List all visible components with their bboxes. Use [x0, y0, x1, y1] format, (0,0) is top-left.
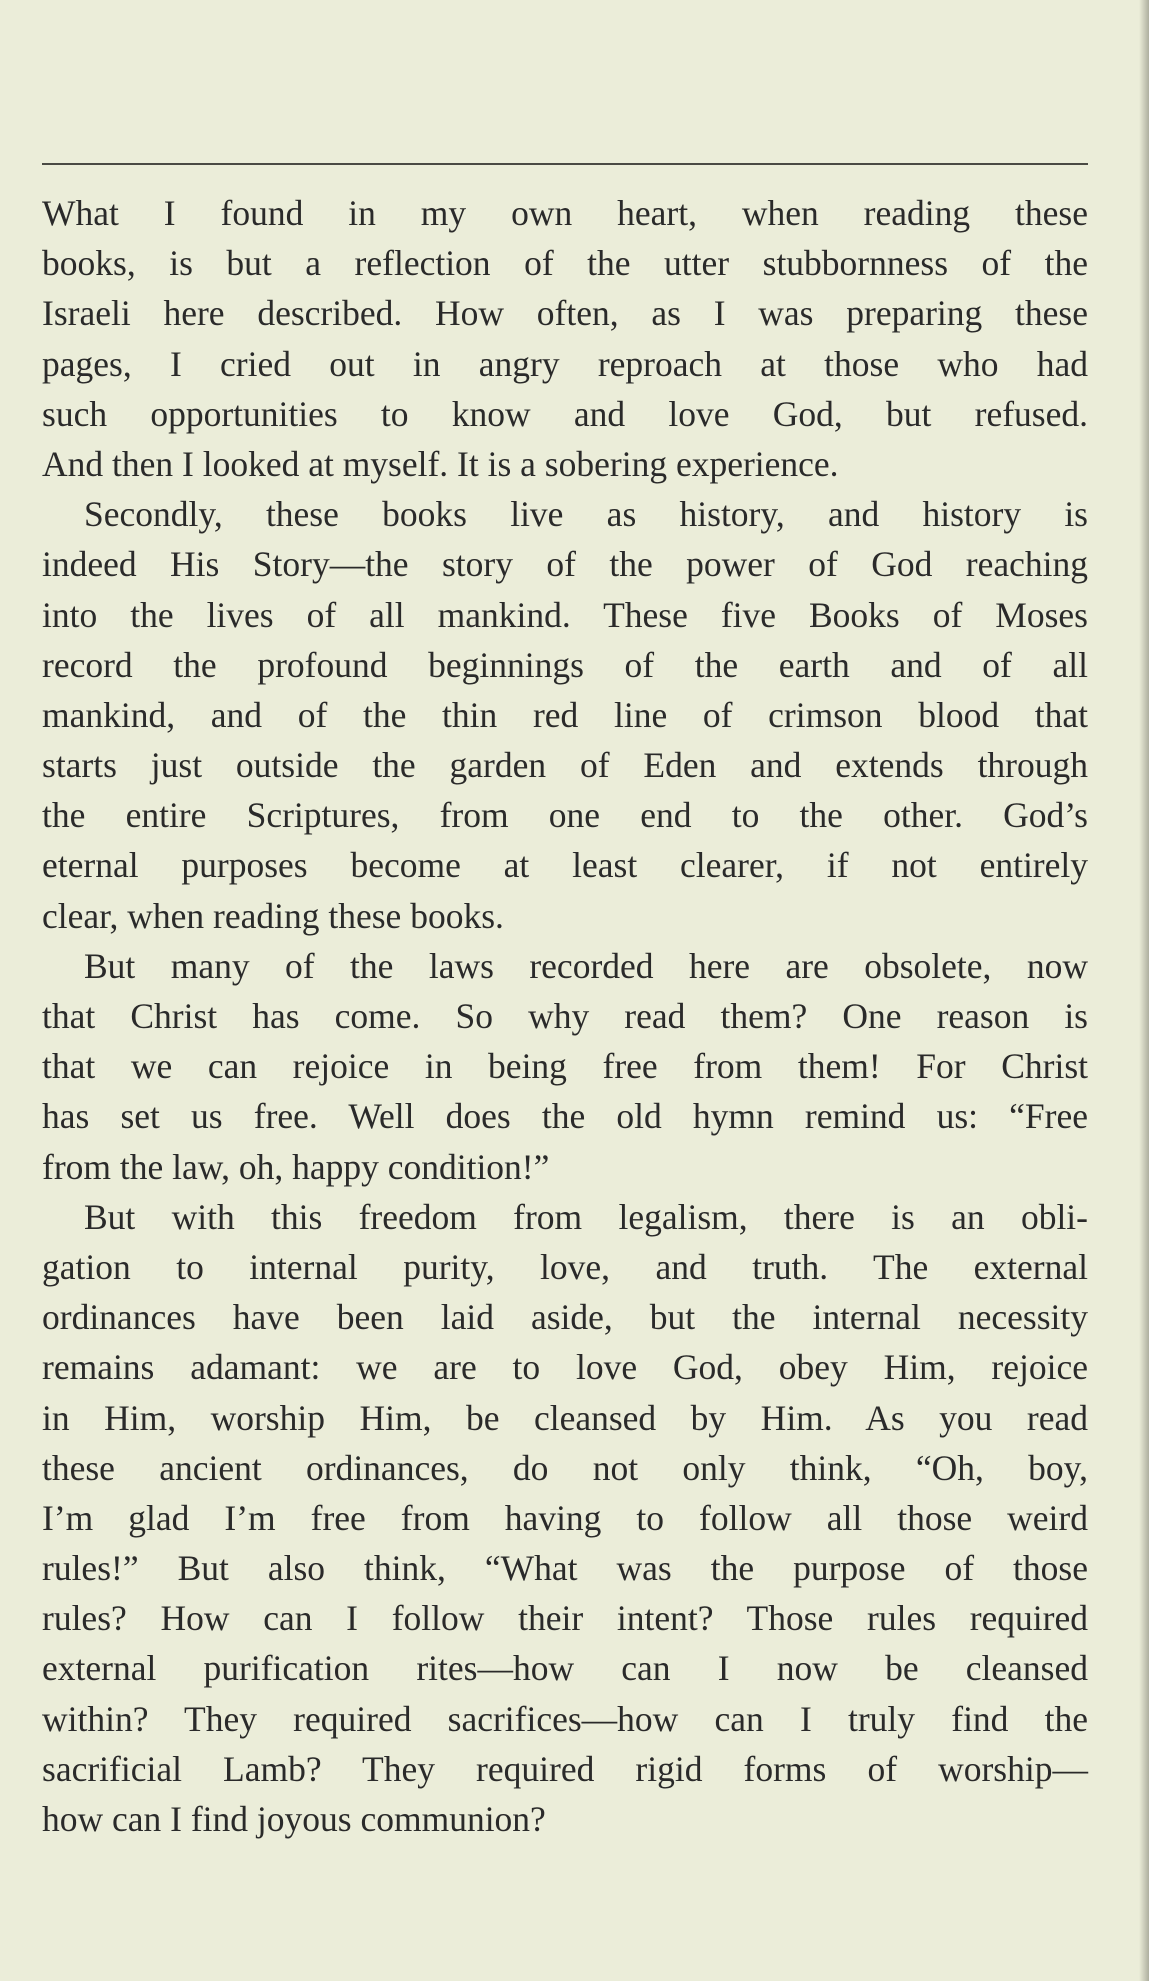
text-line: But with this freedom from legalism, there is an obli-	[84, 1196, 1088, 1237]
text-line: pages, I cried out in angry reproach at those who had	[42, 343, 1088, 384]
text-line: gation to internal purity, love, and truth. The external	[42, 1246, 1088, 1287]
text-line: What I found in my own heart, when reading these	[42, 193, 1088, 233]
text-line: And then I looked at myself. It is a sobering experience.	[42, 443, 839, 484]
text-line: starts just outside the garden of Eden and extends through	[42, 745, 1088, 786]
top-divider-rule	[42, 163, 1088, 165]
text-line: into the lives of all mankind. These five Books of Moses	[42, 594, 1088, 635]
body-text	[42, 188, 1088, 1844]
text-line: that Christ has come. So why read them? One reason is	[42, 996, 1088, 1036]
text-line: these ancient ordinances, do not only think, “Oh, boy,	[42, 1447, 1088, 1488]
text-line: such opportunities to know and love God, but refused.	[42, 393, 1088, 434]
text-line: I’m glad I’m free from having to follow all those weird	[42, 1497, 1088, 1538]
text-line: rules!” But also think, “What was the purpose of those	[42, 1548, 1088, 1589]
text-line: indeed His Story—the story of the power of God reaching	[42, 544, 1088, 585]
text-line: Secondly, these books live as history, and history is	[84, 494, 1088, 535]
text-line: rules? How can I follow their intent? Those rules required	[42, 1598, 1088, 1639]
text-line: has set us free. Well does the old hymn remind us: “Free	[42, 1096, 1088, 1137]
text-line: remains adamant: we are to love God, obey Him, rejoice	[42, 1347, 1088, 1388]
text-line: record the profound beginnings of the earth and of all	[42, 644, 1088, 685]
paragraph	[42, 188, 1088, 489]
text-line: that we can rejoice in being free from them! For Christ	[42, 1046, 1088, 1087]
text-line: in Him, worship Him, be cleansed by Him. As you read	[42, 1397, 1088, 1438]
text-line: ordinances have been laid aside, but the internal necessity	[42, 1297, 1088, 1338]
text-line: mankind, and of the thin red line of crimson blood that	[42, 694, 1088, 735]
text-line: eternal purposes become at least clearer, if not entirely	[42, 845, 1088, 886]
text-line: the entire Scriptures, from one end to the other. God’s	[42, 795, 1088, 836]
paragraph	[42, 941, 1088, 1192]
text-line: Israeli here described. How often, as I was preparing these	[42, 293, 1088, 334]
page-edge-shadow	[1139, 0, 1149, 1981]
text-line: how can I find joyous communion?	[42, 1799, 546, 1839]
text-line: external purification rites—how can I now be cleansed	[42, 1648, 1088, 1689]
text-line: sacrificial Lamb? They required rigid forms of worship—	[42, 1748, 1088, 1789]
text-line: within? They required sacrifices—how can I truly find the	[42, 1698, 1088, 1739]
text-line: But many of the laws recorded here are obsolete, now	[84, 945, 1088, 986]
paragraph	[42, 1192, 1088, 1844]
paragraph	[42, 489, 1088, 941]
text-line: books, is but a reflection of the utter stubbornness of the	[42, 243, 1088, 284]
text-line: clear, when reading these books.	[42, 895, 504, 936]
text-line: from the law, oh, happy condition!”	[42, 1146, 550, 1187]
